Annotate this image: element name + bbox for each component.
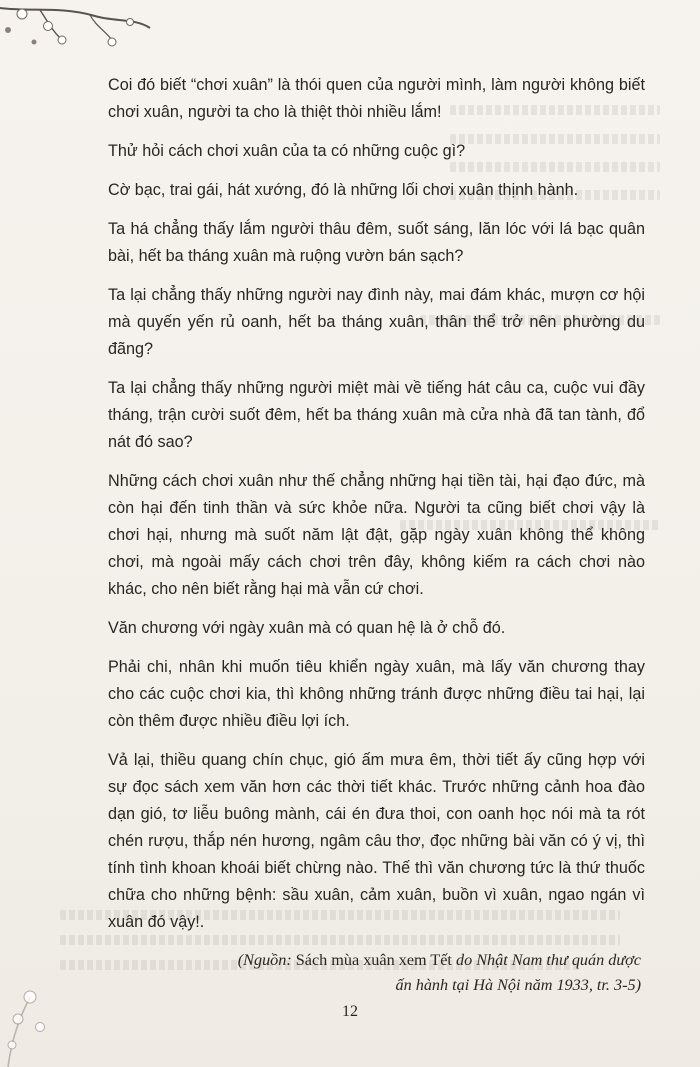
source-line-1 [108,948,641,973]
paragraph: Những cách chơi xuân như thế chẳng những hại tiền tài, hại đạo đức, mà còn hại đến tinh thần và sức khỏe nữa. Người ta cũng biết chơi vậy là chơi hại, nhưng mà suốt năm lật đật, gặp ngày xuân không thể không chơi, mà ngoài mấy cách chơi trên đây, không kiếm ra cách chơi nào khác, cho nên biết rằng hại mà vẫn cứ chơi. [108,472,645,598]
paragraph: Ta lại chẳng thấy những người miệt mài về tiếng hát câu ca, cuộc vui đầy tháng, trận cười suốt đêm, hết ba tháng xuân mà cửa nhà đã tan tành, đổ nát đó sao? [108,379,645,451]
source-book-title: Sách mùa xuân xem Tết [295,951,452,969]
paragraph: Văn chương với ngày xuân mà có quan hệ là ở chỗ đó. [108,619,506,637]
blossom-branch-decoration [0,0,160,60]
paragraph: Phải chi, nhân khi muốn tiêu khiển ngày xuân, mà lấy văn chương thay cho các cuộc chơi kia, thì không những tránh được những điều tai hại, lại còn thêm được nhiều điều lợi ích. [108,658,645,730]
paragraph: Ta há chẳng thấy lắm người thâu đêm, suốt sáng, lăn lóc với lá bạc quân bài, hết ba tháng xuân mà ruộng vườn bán sạch? [108,220,645,265]
paragraph: Ta lại chẳng thấy những người nay đình này, mai đám khác, mượn cơ hội mà quyến yến rủ oanh, hết ba tháng xuân, thân thể trở nên phường du đãng? [108,286,645,358]
page-number: 12 [342,1003,358,1020]
paragraph: Cờ bạc, trai gái, hát xướng, đó là những lối chơi xuân thịnh hành. [108,181,579,199]
paragraph: Coi đó biết “chơi xuân” là thói quen của người mình, làm người không biết chơi xuân, người ta cho là thiệt thòi nhiều lắm! [108,76,645,121]
source-prefix: (Nguồn: [237,951,296,969]
source-citation [108,948,645,998]
source-line-2: ấn hành tại Hà Nội năm 1933, tr. 3-5) [395,976,641,994]
article-body [108,72,645,998]
paragraph: Thử hỏi cách chơi xuân của ta có những cuộc gì? [108,142,466,160]
source-suffix: do Nhật Nam thư quán dược [451,951,641,969]
paragraph: Vả lại, thiều quang chín chục, gió ấm mưa êm, thời tiết ấy cũng hợp với sự đọc sách xem văn hơn các thời tiết khác. Trước những cảnh hoa đào dạn gió, tơ liễu buông mành, cái én đưa thoi, con oanh học nói mà ta rót chén rượu, thắp nén hương, ngâm câu thơ, đọc những bài văn có ý vị, thì tính tình khoan khoái biết chừng nào. Thế thì văn chương tức là thứ thuốc chữa cho những bệnh: sầu xuân, cảm xuân, buồn vì xuân, ngao ngán vì xuân đó vậy!. [108,751,645,931]
